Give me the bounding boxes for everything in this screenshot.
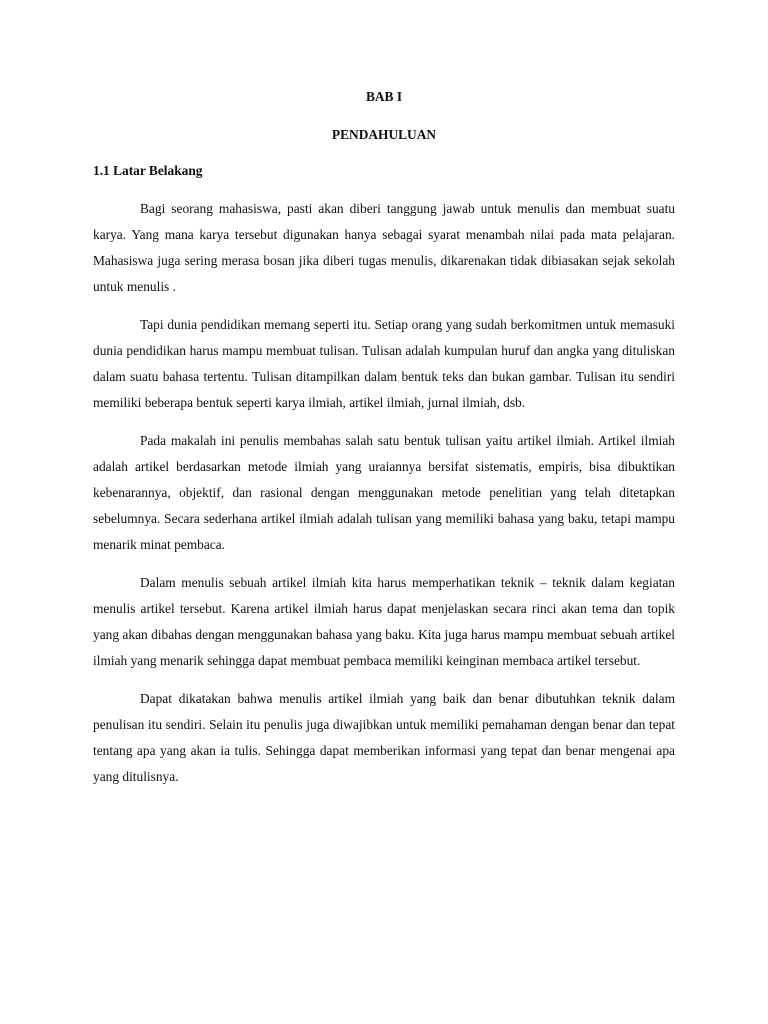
paragraph: Dalam menulis sebuah artikel ilmiah kita harus memperhatikan teknik – teknik dalam kegiatan menulis artikel tersebut. Karena artikel ilmiah harus dapat menjelaskan secara rinci akan tema dan topik yang akan dibahas dengan menggunakan bahasa yang baku. Kita juga harus mampu membuat sebuah artikel ilmiah yang menarik sehingga dapat membuat pembaca memiliki keinginan membaca artikel tersebut.	[93, 575, 675, 668]
chapter-label: BAB I	[365, 89, 403, 104]
section-heading: 1.1 Latar Belakang	[93, 163, 203, 178]
body-text	[93, 196, 675, 802]
chapter-title: PENDAHULUAN	[331, 127, 437, 142]
paragraph: Bagi seorang mahasiswa, pasti akan diberi tanggung jawab untuk menulis dan membuat suatu karya. Yang mana karya tersebut digunakan hanya sebagai syarat menambah nilai pada mata pelajaran. Mahasiswa juga sering merasa bosan jika diberi tugas menulis, dikarenakan tidak dibiasakan sejak sekolah untuk menulis .	[93, 201, 675, 294]
paragraph: Tapi dunia pendidikan memang seperti itu. Setiap orang yang sudah berkomitmen untuk memasuki dunia pendidikan harus mampu membuat tulisan. Tulisan adalah kumpulan huruf dan angka yang dituliskan dalam suatu bahasa tertentu. Tulisan ditampilkan dalam bentuk teks dan bukan gambar. Tulisan itu sendiri memiliki beberapa bentuk seperti karya ilmiah, artikel ilmiah, jurnal ilmiah, dsb.	[93, 317, 675, 410]
paragraph: Dapat dikatakan bahwa menulis artikel ilmiah yang baik dan benar dibutuhkan teknik dalam penulisan itu sendiri. Selain itu penulis juga diwajibkan untuk memiliki pemahaman dengan benar dan tepat tentang apa yang akan ia tulis. Sehingga dapat memberikan informasi yang tepat dan benar mengenai apa yang ditulisnya.	[93, 691, 675, 784]
paragraph: Pada makalah ini penulis membahas salah satu bentuk tulisan yaitu artikel ilmiah. Artikel ilmiah adalah artikel berdasarkan metode ilmiah yang uraiannya bersifat sistematis, empiris, bisa dibuktikan kebenarannya, objektif, dan rasional dengan menggunakan metode penelitian yang telah ditetapkan sebelumnya. Secara sederhana artikel ilmiah adalah tulisan yang memiliki bahasa yang baku, tetapi mampu menarik minat pembaca.	[93, 433, 675, 552]
